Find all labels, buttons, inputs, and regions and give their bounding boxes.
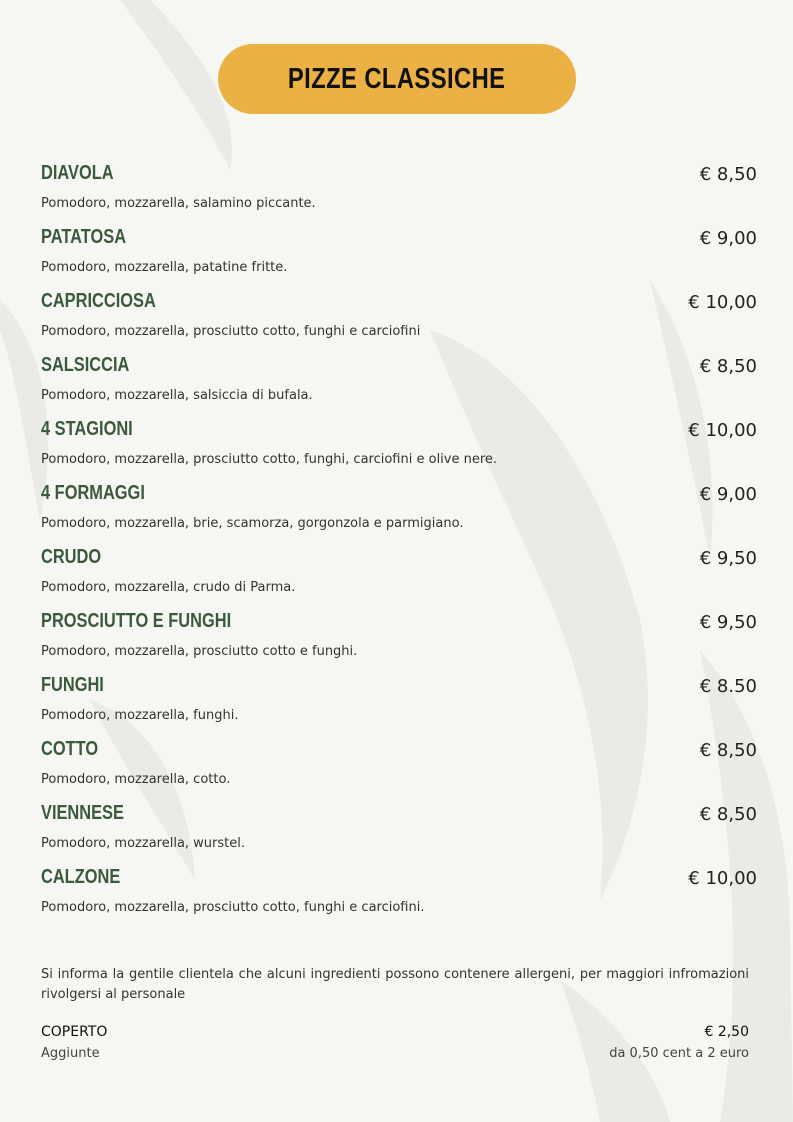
item-description: Pomodoro, mozzarella, cotto.: [41, 772, 231, 787]
item-name: CRUDO: [41, 546, 102, 568]
coperto-row: [41, 1024, 749, 1040]
item-price: € 8,50: [699, 164, 757, 185]
item-price: € 10,00: [688, 868, 757, 889]
menu-item: [41, 674, 757, 738]
item-price: € 8,50: [699, 804, 757, 825]
item-description: Pomodoro, mozzarella, patatine fritte.: [41, 260, 288, 275]
menu-item: [41, 546, 757, 610]
item-price: € 9,00: [699, 484, 757, 505]
item-description: Pomodoro, mozzarella, wurstel.: [41, 836, 246, 851]
item-description: Pomodoro, mozzarella, prosciutto cotto, funghi, carciofini e olive nere.: [41, 452, 498, 467]
item-price: € 9,00: [699, 228, 757, 249]
item-name: SALSICCIA: [41, 354, 130, 376]
menu-item: [41, 610, 757, 674]
menu-item: [41, 866, 757, 930]
item-description: Pomodoro, mozzarella, prosciutto cotto, funghi e carciofini.: [41, 900, 425, 915]
item-price: € 8,50: [699, 740, 757, 761]
coperto-price: € 2,50: [704, 1024, 749, 1040]
item-name: VIENNESE: [41, 802, 124, 824]
menu-item: [41, 482, 757, 546]
aggiunte-row: [41, 1046, 749, 1061]
item-price: € 10,00: [688, 292, 757, 313]
item-name: 4 FORMAGGI: [41, 482, 145, 504]
item-description: Pomodoro, mozzarella, salsiccia di bufala.: [41, 388, 313, 403]
menu-item: [41, 226, 757, 290]
item-description: Pomodoro, mozzarella, prosciutto cotto e funghi.: [41, 644, 358, 659]
item-description: Pomodoro, mozzarella, prosciutto cotto, funghi e carciofini: [41, 324, 421, 339]
allergen-notice: Si informa la gentile clientela che alcuni ingredienti possono contenere allergeni, per maggiori infromazioni rivolgersi al personale: [41, 967, 749, 1002]
item-price: € 9,50: [699, 548, 757, 569]
menu-item: [41, 162, 757, 226]
menu-item: [41, 738, 757, 802]
coperto-label: COPERTO: [41, 1024, 108, 1040]
menu-item: [41, 802, 757, 866]
item-description: Pomodoro, mozzarella, salamino piccante.: [41, 196, 316, 211]
item-price: € 8,50: [699, 356, 757, 377]
menu-item: [41, 418, 757, 482]
item-name: 4 STAGIONI: [41, 418, 133, 440]
item-name: PATATOSA: [41, 226, 127, 248]
item-name: PROSCIUTTO E FUNGHI: [41, 610, 232, 632]
item-price: € 8.50: [699, 676, 757, 697]
title-banner: [218, 44, 576, 114]
menu-item: [41, 290, 757, 354]
item-description: Pomodoro, mozzarella, brie, scamorza, gorgonzola e parmigiano.: [41, 516, 464, 531]
item-price: € 10,00: [688, 420, 757, 441]
pizza-list: [41, 162, 757, 930]
item-name: DIAVOLA: [41, 162, 114, 184]
page-title: PIZZE CLASSICHE: [288, 62, 506, 95]
item-name: CAPRICCIOSA: [41, 290, 156, 312]
aggiunte-price: da 0,50 cent a 2 euro: [609, 1046, 749, 1061]
item-name: FUNGHI: [41, 674, 104, 696]
item-name: CALZONE: [41, 866, 121, 888]
item-description: Pomodoro, mozzarella, funghi.: [41, 708, 239, 723]
item-description: Pomodoro, mozzarella, crudo di Parma.: [41, 580, 296, 595]
item-name: COTTO: [41, 738, 99, 760]
aggiunte-label: Aggiunte: [41, 1046, 100, 1061]
menu-item: [41, 354, 757, 418]
item-price: € 9,50: [699, 612, 757, 633]
